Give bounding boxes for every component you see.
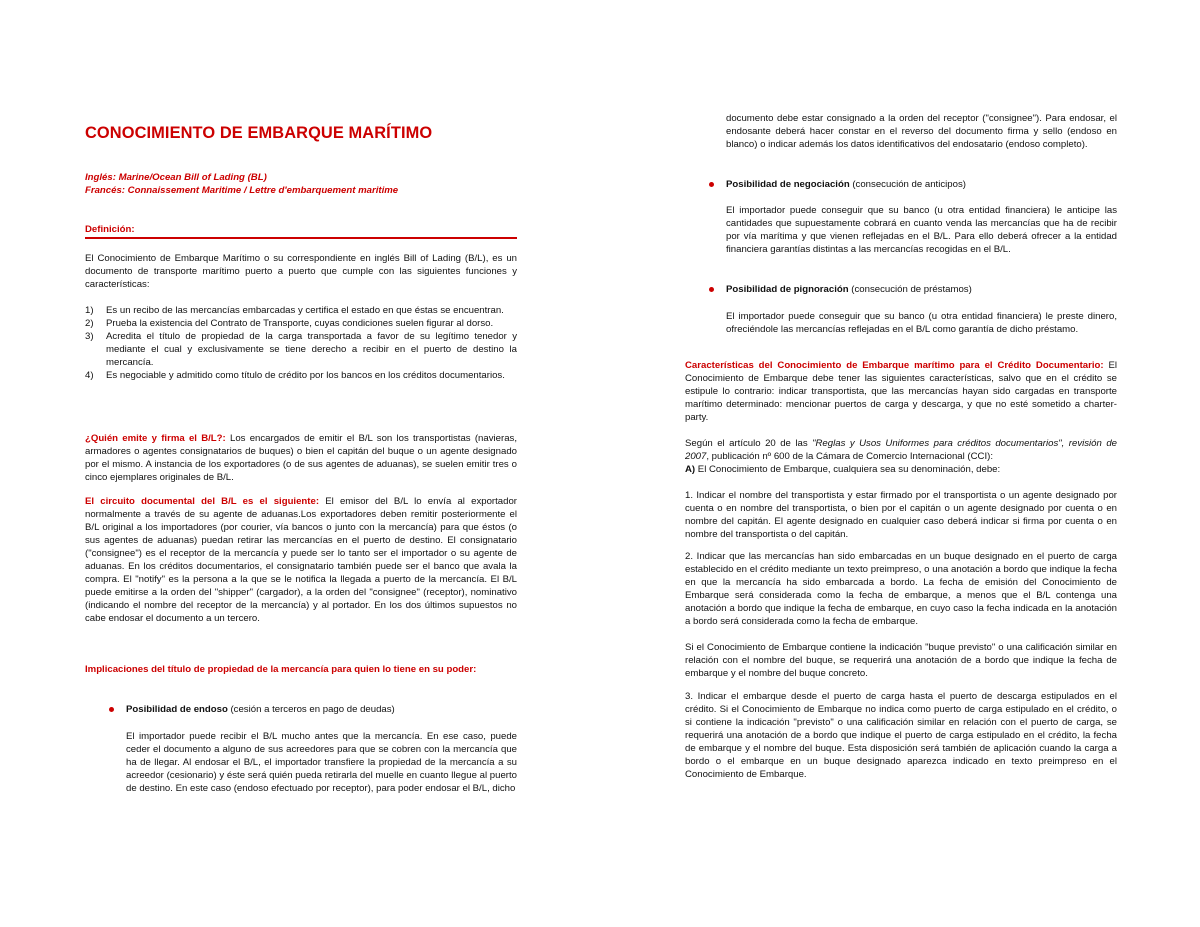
bullet-icon: [709, 287, 714, 292]
point-2: 2. Indicar que las mercancías han sido embarcadas en un buque designado en el puerto de carga establecido en el crédito mediante un texto preimpreso, o una anotación a bordo que indique la fecha en que la mercancía ha sido embarcada a bordo. La fecha de emisión del Conocimiento de Embarque será considerada como la fecha de embarque, a menos que el B/L contenga una anotación a bordo que indique la fecha de embarque, en cuyo caso la fecha indicada en la anotación a bordo será considerada como la fecha de embarque.: [685, 551, 1117, 627]
heading-divider: [85, 237, 517, 239]
list-item: 3) Acredita el título de propiedad de la carga transportada a favor de su legítimo tenedor y mediante el cual y exclusivamente se tiene derecho a recibir en el puerto de destino la mercancía.: [85, 331, 517, 368]
functions-list: [85, 304, 517, 382]
negotiation-text: El importador puede conseguir que su banco (u otra entidad financiera) le anticipe las cantidades que supuestamente cobrará en cuanto venda las mercancías que ha de recibir por vía marítima y que vienen reflejadas en el B/L. Para ello deberá ofrecer a la entidad financiera garantías distintas a las mercancías recogidas en el B/L.: [726, 205, 1117, 255]
circuit-heading: El circuito documental del B/L es el siguiente:: [85, 496, 320, 507]
who-issues-paragraph: ¿Quién emite y firma el B/L?: Los encargados de emitir el B/L son los transportistas (navieras, armadores o agentes consignatarios de buques) o bien el capitán del buque o un agente designado por el mismo. A instancia de los exportadores (o de sus agentes de aduanas), se suelen emitir tres o cinco ejemplares originales de B/L.: [85, 433, 517, 483]
article-paragraph: Según el artículo 20 de las "Reglas y Usos Uniformes para créditos documentarios", revisión de 2007, publicación nº 600 de la Cámara de Comercio Internacional (CCI):: [685, 438, 1117, 462]
endorsement-item: Posibilidad de endoso (cesión a terceros en pago de deudas): [126, 703, 395, 716]
pledge-item: Posibilidad de pignoración (consecución de préstamos): [726, 283, 972, 296]
characteristics-heading: Características del Conocimiento de Embarque marítimo para el Crédito Documentario:: [685, 360, 1104, 371]
point-2-note: Si el Conocimiento de Embarque contiene la indicación "buque previsto" o una calificación similar en relación con el nombre del buque, se requerirá una anotación de a bordo que indique la fecha de embarque y el nombre del buque concreto.: [685, 642, 1117, 679]
implications-heading: Implicaciones del título de propiedad de la mercancía para quien lo tiene en su poder:: [85, 664, 477, 675]
definition-heading: Definición:: [85, 224, 135, 235]
english-name: Inglés: Marine/Ocean Bill of Lading (BL): [85, 172, 267, 183]
section-a-label: A): [685, 464, 696, 475]
list-item: 2) Prueba la existencia del Contrato de Transporte, cuyas condiciones suelen figurar al dorso.: [85, 318, 494, 329]
circuit-paragraph: El circuito documental del B/L es el siguiente: El emisor del B/L lo envía al exportador normalmente a través de su agente de aduanas.Los exportadores deben remitir posteriormente el B/L original a los importadores (por courier, vía bancos o junto con la mercancía) para que éstos (o sus agentes de aduanas) puedan retirar las mercancías en el puerto de destino. El consignatario ("consignee") es el receptor de la mercancía y puede ser lo tanto ser el importador o su agente de aduanas. En los créditos documentarios, el consignatario también puede ser el banco que avala la compra. El "notify" es la persona a la que se le notifica la llegada a puerto de la mercancía. El B/L puede emitirse a la orden del "shipper" (cargador), a la orden del "consignee" (receptor), nominativo (indicando el nombre del receptor de la mercancía) y al portador. En los dos últimos supuestos no cabe endosar el documento a un tercero.: [85, 496, 517, 624]
definition-text: El Conocimiento de Embarque Marítimo o su correspondiente en inglés Bill of Lading (B/L), es un documento de transporte marítimo puerto a puerto que cumple con las siguientes funciones y características:: [85, 253, 517, 290]
bullet-icon: [709, 182, 714, 187]
list-item: 1) Es un recibo de las mercancías embarcadas y certifica el estado en que éstas se encuentran.: [85, 305, 504, 316]
characteristics-paragraph: Características del Conocimiento de Embarque marítimo para el Crédito Documentario: El Conocimiento de Embarque debe tener las siguientes características, salvo que en el crédito se estipule lo contrario: indicar transportista, que las mercancías hayan sido cargadas en transporte marítimo determinado: mencionar puertos de carga y descarga, y que no esté sometido a charter-party.: [685, 360, 1117, 423]
section-a: A) El Conocimiento de Embarque, cualquiera sea su denominación, debe:: [685, 464, 1001, 475]
point-1: 1. Indicar el nombre del transportista y estar firmado por el transportista o un agente designado por cuenta o en nombre del transportista, o bien por el capitán o un agente designado por cuenta o en nombre del capitán. El agente designado en cualquier caso deberá indicar si firma por cuenta o en nombre del transportista o del capitán.: [685, 490, 1117, 540]
endorsement-text: El importador puede recibir el B/L mucho antes que la mercancía. En ese caso, puede ceder el documento a alguno de sus acreedores para que se cobren con la mercancía que ha de llegar. Al endosar el B/L, el importador transfiere la propiedad de la mercancía a su acreedor (cesionario) y éste será quién pueda retirarla del muelle en cuanto llegue al puerto de destino. En este caso (endoso efectuado por receptor), para poder endosar el B/L, dicho: [126, 731, 517, 794]
endorsement-continued: documento debe estar consignado a la orden del receptor ("consignee"). Para endosar, el endosante deberá hacer constar en el reverso del documento firma y sello (endoso en blanco) o indicar además los datos identificativos del endosatario (endoso completo).: [726, 113, 1117, 150]
list-item: 4) Es negociable y admitido como título de crédito por los bancos en los créditos documentarios.: [85, 370, 505, 381]
who-issues-heading: ¿Quién emite y firma el B/L?:: [85, 433, 226, 444]
french-name: Francés: Connaissement Maritime / Lettre d'embarquement maritime: [85, 185, 399, 196]
pledge-text: El importador puede conseguir que su banco (u otra entidad financiera) le preste dinero, ofreciéndole las mercancías reflejadas en el B/L como garantía de dicho préstamo.: [726, 311, 1117, 335]
bullet-icon: [109, 707, 114, 712]
negotiation-item: Posibilidad de negociación (consecución de anticipos): [726, 178, 966, 191]
point-3: 3. Indicar el embarque desde el puerto de carga hasta el puerto de descarga estipulados en el crédito. Si el Conocimiento de Embarque no indica como puerto de carga estipulado en el crédito, o si contiene la indicación "previsto" o una calificación similar en relación con el puerto de carga, se requerirá una anotación de a bordo que indique el puerto de carga estipulado en el crédito, la fecha de embarque y el nombre del buque. Esta disposición será también de aplicación cuando la carga a bordo o el embarque en un buque designado aparezca indicado en texto preimpreso en el Conocimiento de Embarque.: [685, 691, 1117, 780]
page-title: CONOCIMIENTO DE EMBARQUE MARÍTIMO: [85, 124, 433, 142]
